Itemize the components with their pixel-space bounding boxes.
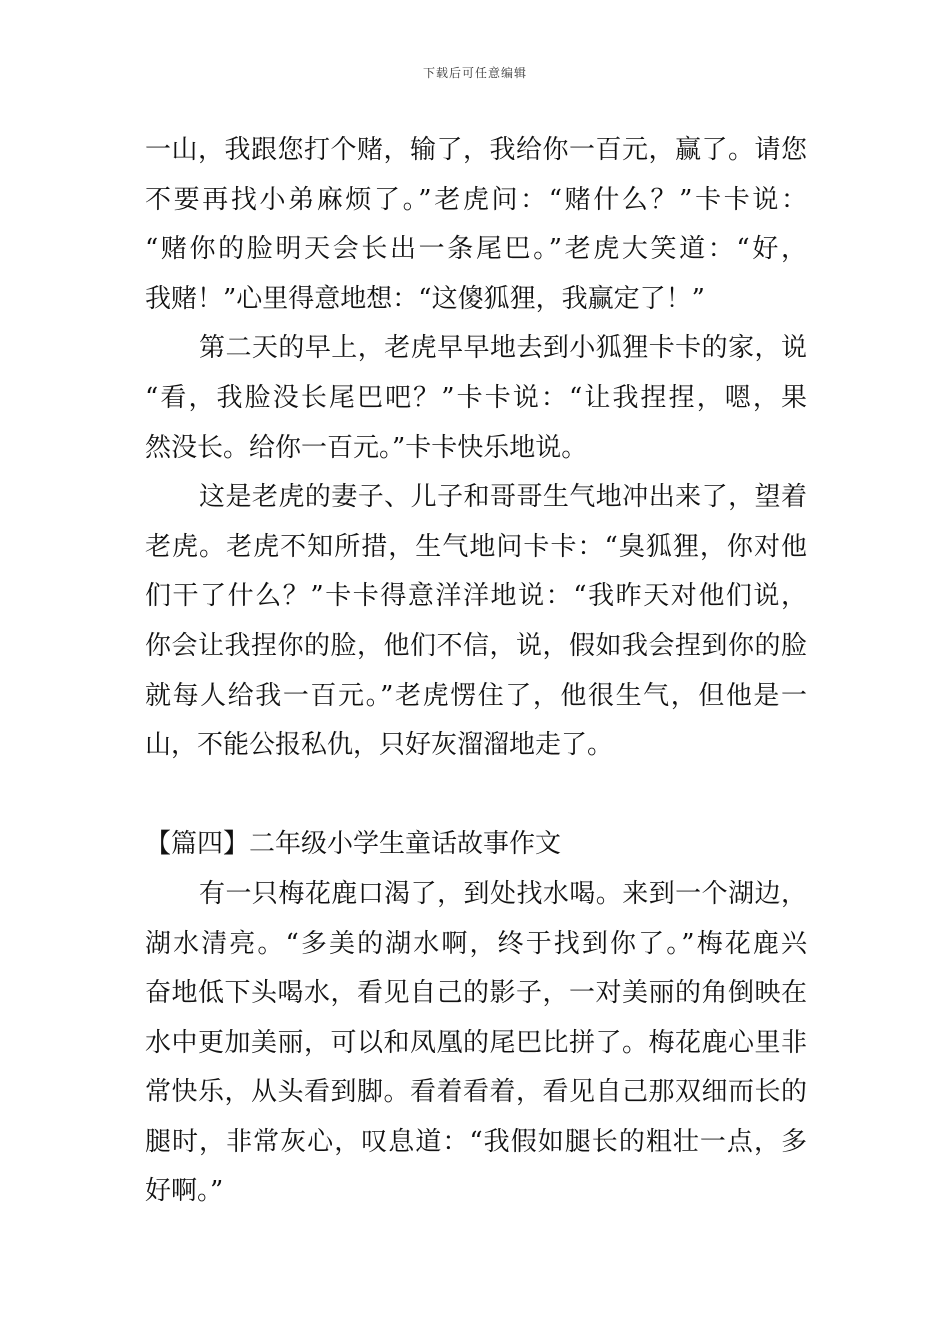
text-line: 一山，我跟您打个赌，输了，我给你一百元，赢了。请您 (145, 135, 807, 165)
text-line: 们干了什么？”卡卡得意洋洋地说：“我昨天对他们说， (145, 581, 807, 612)
text-line: “赌你的脸明天会长出一条尾巴。”老虎大笑道：“好， (145, 234, 807, 265)
document-body (145, 126, 807, 1217)
text-line: 常快乐，从头看到脚。看着看着，看见自己那双细而长的 (145, 1077, 807, 1108)
paragraph-family (145, 473, 807, 771)
text-line: “看，我脸没长尾巴吧？”卡卡说：“让我捏捏，嗯，果 (145, 382, 807, 413)
story-continued-paragraph (145, 126, 807, 324)
text-line: 第二天的早上，老虎早早地去到小狐狸卡卡的家，说 (199, 333, 807, 364)
text-line: 我赌！”心里得意地想：“这傻狐狸，我赢定了！” (145, 283, 705, 314)
text-line: 不要再找小弟麻烦了。”老虎问：“赌什么？”卡卡说： (145, 184, 807, 215)
text-line: 山，不能公报私仇，只好灰溜溜地走了。 (145, 730, 614, 761)
paragraph-deer (145, 870, 807, 1217)
section-heading: 【篇四】二年级小学生童话故事作文 (145, 829, 562, 860)
text-line: 有一只梅花鹿口渴了，到处找水喝。来到一个湖边， (199, 878, 807, 909)
text-line: 然没长。给你一百元。”卡卡快乐地说。 (145, 432, 588, 463)
paragraph-second-day (145, 324, 807, 473)
text-line: 好啊。” (145, 1176, 224, 1207)
text-line: 水中更加美丽，可以和凤凰的尾巴比拼了。梅花鹿心里非 (145, 1027, 807, 1058)
page-header: 下载后可任意编辑 (422, 66, 527, 80)
text-line: 你会让我捏你的脸，他们不信，说，假如我会捏到你的脸 (145, 630, 807, 661)
text-line: 这是老虎的妻子、儿子和哥哥生气地冲出来了，望着 (199, 482, 807, 513)
text-line: 老虎。老虎不知所措，生气地问卡卡：“臭狐狸，你对他 (145, 531, 807, 562)
text-line: 就每人给我一百元。”老虎愣住了，他很生气，但他是一 (145, 680, 807, 711)
text-line: 奋地低下头喝水，看见自己的影子，一对美丽的角倒映在 (145, 978, 807, 1009)
text-line: 湖水清亮。“多美的湖水啊，终于找到你了。”梅花鹿兴 (145, 928, 807, 959)
section-spacer (145, 771, 807, 821)
text-line: 腿时，非常灰心，叹息道：“我假如腿长的粗壮一点，多 (145, 1126, 807, 1157)
